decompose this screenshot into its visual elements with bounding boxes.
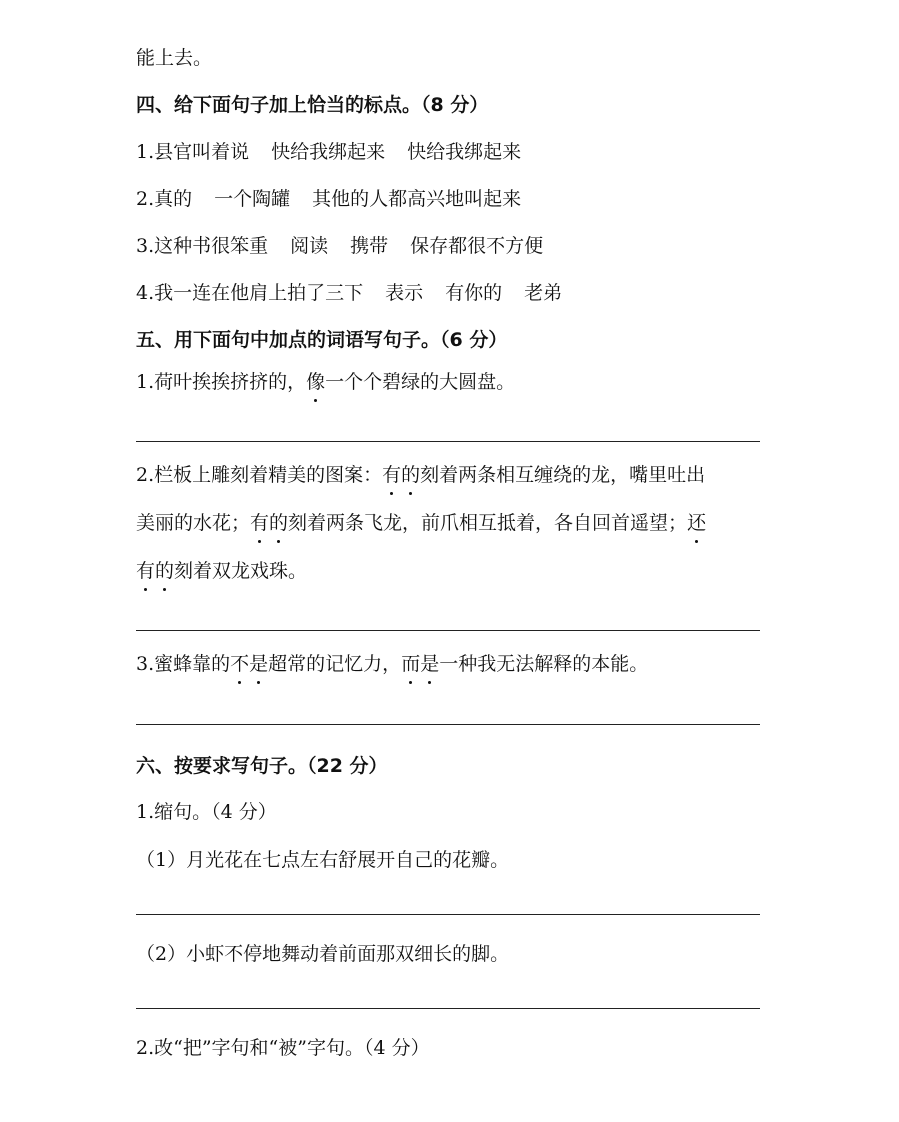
s4-item-4-part: 4.我一连在他肩上拍了三下 (136, 282, 364, 304)
s5-q2-text: 刻着两条飞龙，前爪相互抵着，各自回首遥望； (288, 512, 688, 534)
s6-q1-2: （2）小虾不停地舞动着前面那双细长的脚。 (136, 943, 510, 965)
s5-q2-line1 (136, 462, 761, 488)
emphasis-word: 的 (269, 512, 289, 534)
s4-item-3-part: 阅读 (290, 235, 329, 257)
s4-item-1-part: 1.县官叫着说 (136, 141, 250, 163)
answer-line[interactable] (136, 441, 760, 442)
emphasis-word: 有 (136, 560, 156, 582)
answer-line[interactable] (136, 724, 760, 725)
s5-q3-text: 超常的记忆力， (268, 653, 402, 675)
emphasis-word: 有 (382, 464, 402, 486)
s4-item-2 (136, 186, 761, 212)
s4-item-4-part: 老弟 (524, 282, 563, 304)
continued-text: 能上去。 (136, 47, 213, 69)
emphasis-word: 的 (401, 464, 421, 486)
s4-item-3-part: 3.这种书很笨重 (136, 235, 269, 257)
emphasis-word: 还 (687, 512, 707, 534)
s5-q3-text: 一种我无法解释的本能。 (439, 653, 649, 675)
s4-item-2-part: 2.真的 (136, 188, 193, 210)
emphasis-word: 的 (155, 560, 175, 582)
s6-q2: 2.改“把”字句和“被”字句。（4 分） (136, 1037, 430, 1059)
s4-item-3 (136, 233, 761, 259)
section-6-title: 六、按要求写句子。（22 分） (136, 755, 388, 777)
emphasis-word: 不 (230, 653, 250, 675)
s6-q1: 1.缩句。（4 分） (136, 801, 277, 823)
s4-item-4-part: 表示 (385, 282, 424, 304)
s5-q1 (136, 369, 761, 395)
emphasis-word: 而 (401, 653, 421, 675)
s4-item-3-part: 保存都很不方便 (410, 235, 544, 257)
s6-q1-1: （1）月光花在七点左右舒展开自己的花瓣。 (136, 849, 510, 871)
section-4-title: 四、给下面句子加上恰当的标点。（8 分） (136, 94, 489, 116)
s4-item-1 (136, 139, 761, 165)
section-5-title: 五、用下面句中加点的词语写句子。（6 分） (136, 329, 508, 351)
emphasis-word: 是 (420, 653, 440, 675)
answer-line[interactable] (136, 914, 760, 915)
s5-q1-text: 1.荷叶挨挨挤挤的， (136, 371, 307, 393)
s4-item-2-part: 一个陶罐 (214, 188, 291, 210)
s5-q1-text: 一个个碧绿的大圆盘。 (325, 371, 516, 393)
s5-q3-text: 3.蜜蜂靠的 (136, 653, 231, 675)
s4-item-4 (136, 280, 761, 306)
s4-item-1-part: 快给我绑起来 (407, 141, 522, 163)
s5-q2-text: 刻着双龙戏珠。 (174, 560, 308, 582)
s5-q3 (136, 651, 761, 677)
s5-q2-line2 (136, 510, 761, 536)
s5-q2-text: 2.栏板上雕刻着精美的图案： (136, 464, 383, 486)
s5-q2-text: 刻着两条相互缠绕的龙，嘴里吐出 (420, 464, 706, 486)
s4-item-2-part: 其他的人都高兴地叫起来 (312, 188, 522, 210)
emphasis-word: 像 (306, 371, 326, 393)
answer-line[interactable] (136, 630, 760, 631)
s5-q2-line3 (136, 558, 761, 584)
emphasis-word: 有 (250, 512, 270, 534)
answer-line[interactable] (136, 1008, 760, 1009)
s4-item-1-part: 快给我绑起来 (271, 141, 386, 163)
emphasis-word: 是 (249, 653, 269, 675)
s4-item-3-part: 携带 (350, 235, 389, 257)
s4-item-4-part: 有你的 (445, 282, 503, 304)
s5-q2-text: 美丽的水花； (136, 512, 251, 534)
